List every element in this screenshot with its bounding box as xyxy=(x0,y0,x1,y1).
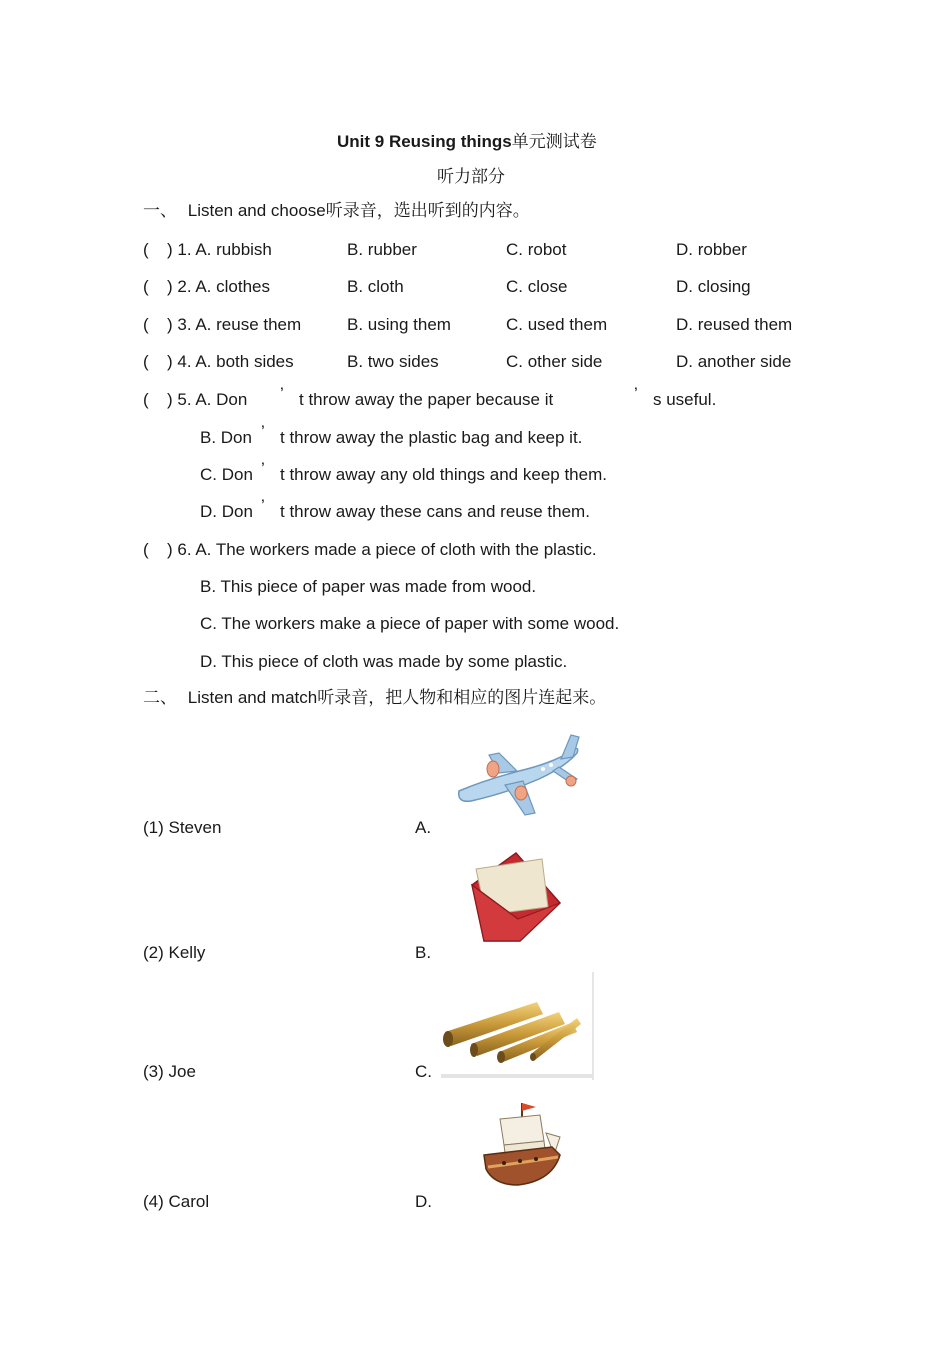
q3-option-a: ) 3. A. reuse them xyxy=(167,315,302,334)
q4-option-c: C. other side xyxy=(506,352,603,371)
q2-option-a: ) 2. A. clothes xyxy=(167,277,270,296)
q6-paren: ( xyxy=(143,540,149,559)
q5-option-b-apostrophe: ’ xyxy=(261,422,265,441)
match-letter-c: C. xyxy=(415,1062,432,1081)
section1-chinese: 听录音，选出听到的内容。 xyxy=(325,201,530,220)
q4-option-b: B. two sides xyxy=(347,352,439,371)
pipes-icon xyxy=(441,972,595,1080)
section1-heading xyxy=(143,201,530,221)
q2-option-d: D. closing xyxy=(676,277,751,296)
q1-paren: ( xyxy=(143,240,149,259)
q5-option-c-part2: t throw away any old things and keep them. xyxy=(280,465,607,484)
section2-chinese: 听录音，把人物和相应的图片连起来。 xyxy=(317,688,607,707)
ship-icon xyxy=(460,1097,580,1197)
match-letter-d: D. xyxy=(415,1192,432,1211)
q1-option-d: D. robber xyxy=(676,240,747,259)
q6-option-b: B. This piece of paper was made from wood. xyxy=(200,577,537,596)
q2-option-c: C. close xyxy=(506,277,568,296)
match-letter-a: A. xyxy=(415,818,432,837)
section1-english: Listen and choose xyxy=(187,201,326,220)
match-person-1: (1) Steven xyxy=(143,818,222,837)
page-subtitle: 听力部分 xyxy=(437,167,505,186)
title-chinese: 单元测试卷 xyxy=(511,132,597,151)
q5-option-d-part2: t throw away these cans and reuse them. xyxy=(280,502,590,521)
section2-heading xyxy=(143,688,606,708)
q5-option-b-part2: t throw away the plastic bag and keep it. xyxy=(280,428,583,447)
q5-option-a-part3: s useful. xyxy=(653,390,717,409)
section2-number: 二、 xyxy=(143,688,177,707)
q6-option-c: C. The workers make a piece of paper with some wood. xyxy=(200,614,620,633)
q5-paren: ( xyxy=(143,390,149,409)
q5-option-c-part1: C. Don xyxy=(200,465,253,484)
q2-paren: ( xyxy=(143,277,149,296)
match-letter-b: B. xyxy=(415,943,432,962)
q3-option-c: C. used them xyxy=(506,315,608,334)
title-english: Unit 9 Reusing things xyxy=(337,132,512,151)
match-person-3: (3) Joe xyxy=(143,1062,196,1081)
q4-option-d: D. another side xyxy=(676,352,792,371)
q6-option-a: ) 6. A. The workers made a piece of cloth with the plastic. xyxy=(167,540,597,559)
page-title xyxy=(337,127,597,152)
q4-option-a: ) 4. A. both sides xyxy=(167,352,294,371)
airplane-icon xyxy=(447,727,595,835)
match-person-4: (4) Carol xyxy=(143,1192,210,1211)
q5-option-d-apostrophe: ’ xyxy=(261,496,265,515)
q5-option-a-part1: ) 5. A. Don xyxy=(167,390,248,409)
q5-option-c-apostrophe: ’ xyxy=(261,459,265,478)
q1-option-a: ) 1. A. rubbish xyxy=(167,240,272,259)
q5-option-b-part1: B. Don xyxy=(200,428,252,447)
q3-option-d: D. reused them xyxy=(676,315,793,334)
q6-option-d: D. This piece of cloth was made by some plastic. xyxy=(200,652,568,671)
section2-english: Listen and match xyxy=(187,688,318,707)
q2-option-b: B. cloth xyxy=(347,277,404,296)
section1-number: 一、 xyxy=(143,201,177,220)
q1-option-b: B. rubber xyxy=(347,240,417,259)
q5-option-a-apostrophe1: ’ xyxy=(280,384,284,403)
q3-option-b: B. using them xyxy=(347,315,451,334)
q5-option-d-part1: D. Don xyxy=(200,502,253,521)
q1-option-c: C. robot xyxy=(506,240,567,259)
q5-option-a-part2: t throw away the paper because it xyxy=(299,390,554,409)
q3-paren: ( xyxy=(143,315,149,334)
q5-option-a-apostrophe2: ’ xyxy=(634,384,638,403)
match-person-2: (2) Kelly xyxy=(143,943,206,962)
envelope-icon xyxy=(462,845,572,953)
q4-paren: ( xyxy=(143,352,149,371)
